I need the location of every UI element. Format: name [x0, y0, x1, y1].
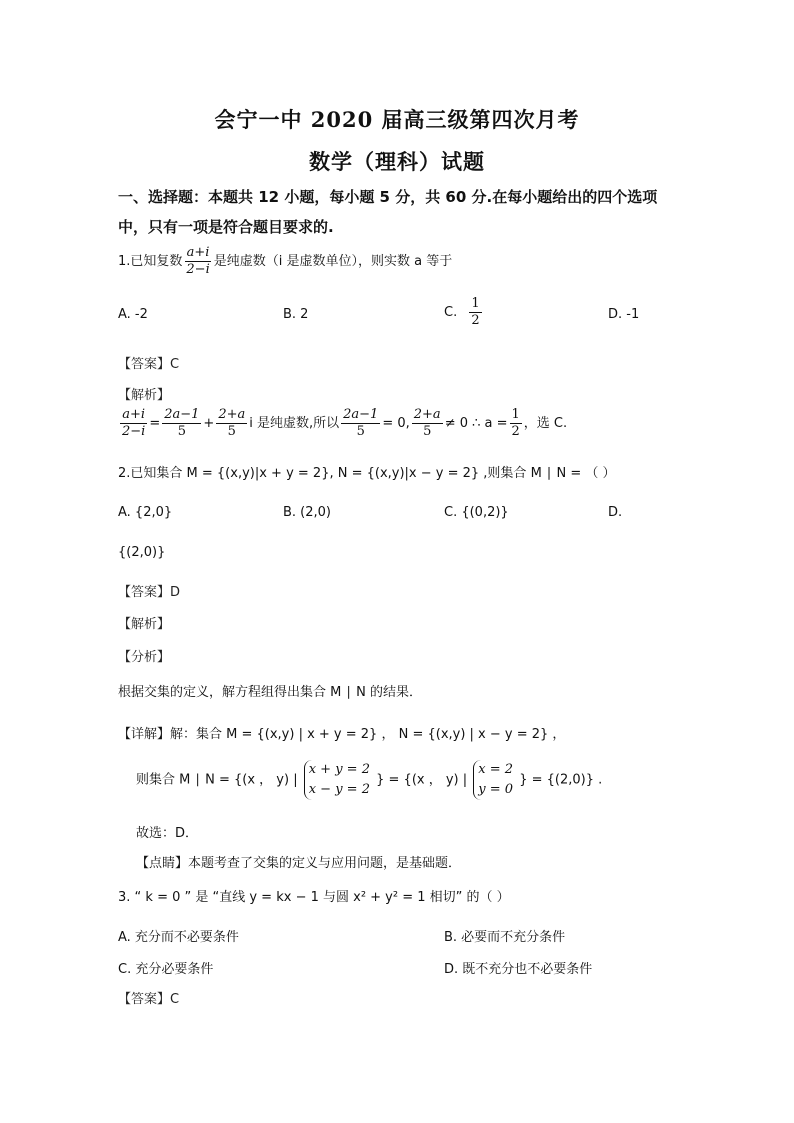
- section-heading-cont: 中，只有一项是符合题目要求的.: [118, 218, 334, 236]
- q3-answer: 【答案】C: [118, 992, 180, 1007]
- q2-answer: 【答案】D: [118, 585, 181, 600]
- q2-fenxi-label: 【分析】: [118, 650, 171, 665]
- q2-option-c: C. {(0,2)}: [444, 505, 509, 520]
- question-1-prefix: 1.已知复数: [118, 254, 183, 269]
- q3-option-b: B. 必要而不充分条件: [444, 930, 566, 945]
- q1-option-c-label: C.: [444, 305, 458, 320]
- fraction: $\frac{2a-1}{5}$: [343, 407, 379, 439]
- q1-answer: 【答案】C: [118, 357, 180, 372]
- calc-mid: } = {(x ， y) |: [376, 772, 468, 788]
- fraction: $\frac{a+i}{2-i}$: [122, 407, 146, 439]
- section-heading: 一、选择题：本题共 12 小题，每小题 5 分，共 60 分.在每小题给出的四个选项: [118, 188, 658, 206]
- page-subtitle: 数学（理科）试题: [309, 149, 485, 174]
- fraction: $\frac{1}{2}$: [471, 296, 480, 328]
- question-1: [118, 245, 452, 278]
- q2-detail: 【详解】解：集合 M = {(x,y) | x + y = 2} ， N = {(x,y) | x − y = 2} ，: [118, 727, 566, 742]
- q1-option-c: [444, 296, 484, 329]
- q2-fenxi-text: 根据交集的定义，解方程组得出集合 M ∣ N 的结果．: [118, 685, 422, 700]
- q3-option-a: A. 充分而不必要条件: [118, 930, 239, 945]
- q1-analysis-label: 【解析】: [118, 388, 171, 403]
- q2-option-a: A. {2,0}: [118, 505, 173, 520]
- q2-option-d-value: {(2,0)}: [118, 545, 166, 560]
- fraction: $\frac{2+a}{5}$: [413, 407, 441, 439]
- question-1-suffix: 是纯虚数（i 是虚数单位），则实数 a 等于: [213, 254, 453, 269]
- q1-option-d: D. -1: [608, 307, 640, 322]
- equation-system: x = 2 y = 0: [473, 760, 513, 800]
- calc-prefix: 则集合 M ∣ N = {(x ， y) |: [136, 772, 298, 788]
- question-3: 3. “ k = 0 ” 是 “直线 y = kx − 1 与圆 x² + y² = 1 相切” 的（ ）: [118, 890, 510, 905]
- equation-system: x + y = 2 x − y = 2: [304, 760, 370, 800]
- calc-end: } = {(2,0)} .: [519, 772, 603, 788]
- question-2: 2.已知集合 M = {(x,y)|x + y = 2}, N = {(x,y)|x − y = 2} ,则集合 M ∣ N = （ ）: [118, 466, 616, 481]
- page-title: 会宁一中 2020 届高三级第四次月考: [214, 107, 580, 132]
- fraction: $\frac{2a-1}{5}$: [164, 407, 200, 439]
- q2-calculation: [136, 760, 602, 800]
- fraction: $\frac{a+i}{2-i}$: [186, 245, 210, 277]
- q2-option-d: D.: [608, 505, 623, 520]
- q2-choose: 故选：D．: [136, 826, 199, 841]
- q2-comment: 【点睛】本题考查了交集的定义与应用问题，是基础题．: [136, 856, 462, 871]
- fraction: $\frac{2+a}{5}$: [218, 407, 246, 439]
- q1-solution: $\frac{a+i}{2-i}$ = $\frac{2a-1}{5}$ + $\frac{2+a}{5}$ i 是纯虚数,所以 $\frac{2a-1}{5}$ = 0, $\frac{2+a}{5}$ ≠ 0 ∴ a = $\frac{1}{2}$ ，选 C.: [122, 407, 568, 439]
- q2-analysis-label: 【解析】: [118, 617, 171, 632]
- q1-option-a: A. -2: [118, 307, 148, 322]
- q1-option-b: B. 2: [283, 307, 309, 322]
- fraction: $\frac{1}{2}$: [511, 407, 520, 439]
- q3-option-d: D. 既不充分也不必要条件: [444, 962, 593, 977]
- q3-option-c: C. 充分必要条件: [118, 962, 214, 977]
- q2-option-b: B. (2,0): [283, 505, 332, 520]
